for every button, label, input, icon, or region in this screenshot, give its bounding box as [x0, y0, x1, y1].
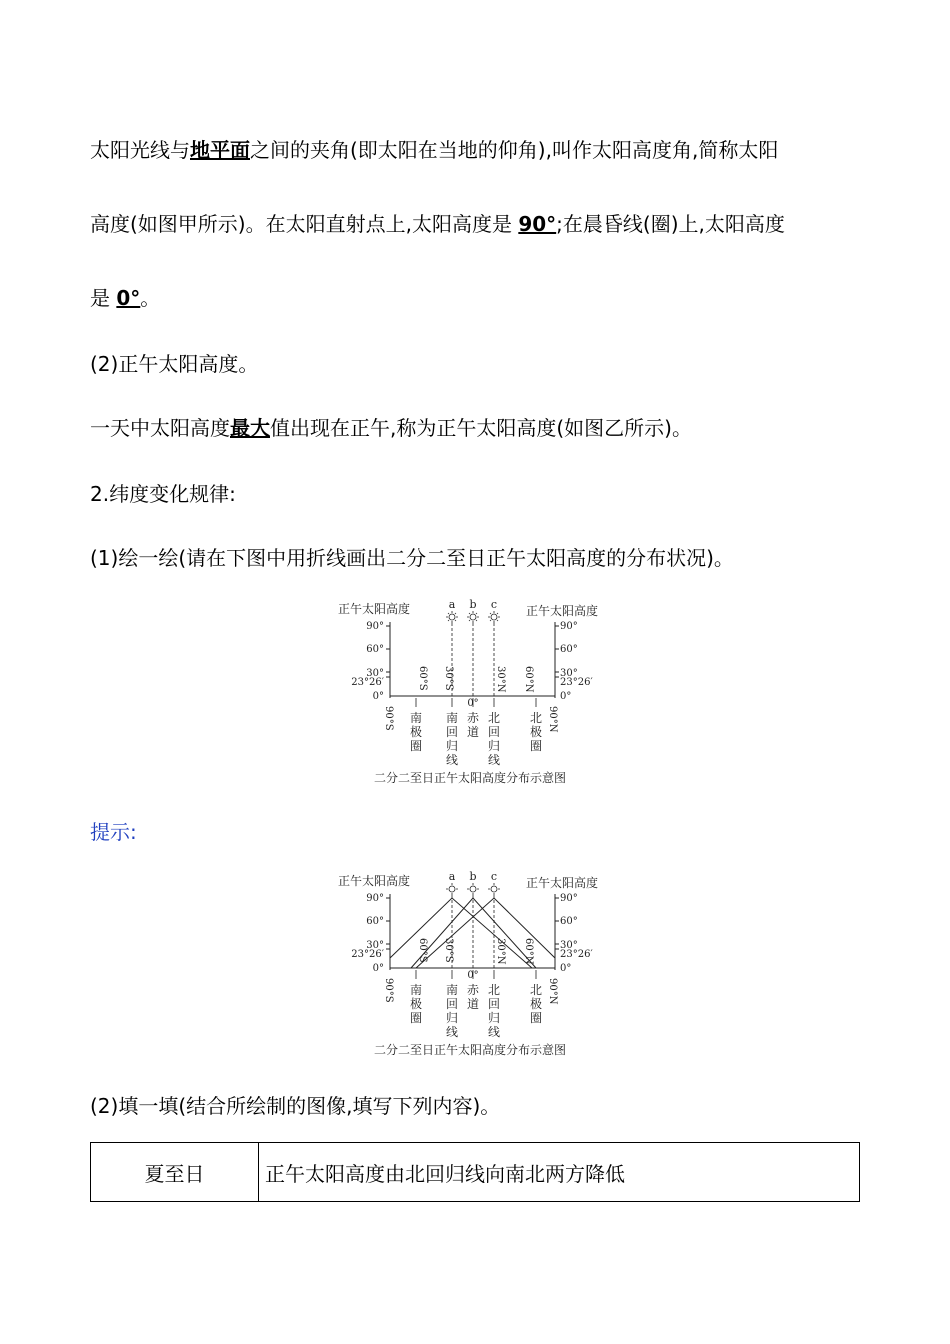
zone-label-arctic-circle: 北极圈 — [529, 711, 543, 753]
svg-text:正午太阳高度: 正午太阳高度 — [526, 876, 599, 890]
answer-horizontal-plane: 地平面 — [190, 138, 250, 162]
sun-label-b: b — [469, 598, 477, 611]
svg-text:60°: 60° — [366, 916, 384, 927]
hint-label: 提示: — [90, 820, 137, 844]
answer-0-degrees: 0° — [116, 286, 141, 310]
summary-table — [90, 1142, 860, 1202]
paragraph-solar-altitude-line2: 高度(如图甲所示)。在太阳直射点上,太阳高度是 90°;在晨昏线(圈)上,太阳高度 — [90, 212, 785, 236]
svg-text:30°: 30° — [366, 668, 384, 679]
svg-text:90°: 90° — [366, 893, 384, 904]
section-noon-altitude-title: (2)正午太阳高度。 — [90, 352, 259, 376]
table-row — [91, 1143, 860, 1202]
svg-text:30°N: 30°N — [495, 938, 506, 965]
zone-label-antarctic-circle: 南极圈 — [409, 711, 423, 753]
svg-text:23°26′: 23°26′ — [351, 949, 384, 960]
svg-text:60°: 60° — [560, 644, 578, 655]
svg-text:90°N: 90°N — [547, 978, 558, 1005]
diagram-blank — [320, 594, 630, 794]
svg-text:60°N: 60°N — [523, 666, 534, 693]
diagram-answer — [320, 866, 630, 1066]
sun-icon — [467, 611, 479, 623]
svg-text:60°S: 60°S — [417, 938, 428, 963]
svg-text:60°S: 60°S — [417, 666, 428, 691]
sun-label-c: c — [490, 598, 498, 611]
svg-text:a: a — [448, 870, 456, 883]
svg-text:南极圈: 南极圈 — [409, 983, 423, 1025]
svg-text:23°26′: 23°26′ — [560, 949, 593, 960]
sun-icon — [488, 883, 500, 895]
svg-text:0°: 0° — [560, 963, 572, 974]
answer-90-degrees: 90° — [518, 212, 557, 236]
zone-label-tropic-capricorn: 南回归线 — [445, 711, 459, 767]
sun-icon — [467, 883, 479, 895]
svg-text:90°N: 90°N — [547, 706, 558, 733]
figure-blank — [320, 594, 630, 794]
svg-text:正午太阳高度: 正午太阳高度 — [338, 874, 411, 888]
svg-text:南回归线: 南回归线 — [445, 983, 459, 1039]
sun-icon — [446, 611, 458, 623]
svg-text:90°: 90° — [560, 893, 578, 904]
svg-text:90°S: 90°S — [383, 978, 394, 1003]
svg-text:30°: 30° — [366, 940, 384, 951]
axis-title-right: 正午太阳高度 — [526, 604, 599, 618]
figure-caption: 二分二至日正午太阳高度分布示意图 — [373, 771, 567, 785]
section-latitude-pattern: 2.纬度变化规律: — [90, 482, 236, 506]
axis-title-left: 正午太阳高度 — [338, 602, 411, 616]
zone-label-equator: 赤道 — [466, 711, 480, 739]
svg-text:90°S: 90°S — [383, 706, 394, 731]
svg-text:0°: 0° — [467, 970, 479, 981]
svg-text:0°: 0° — [467, 698, 479, 709]
task-draw-instruction: (1)绘一绘(请在下图中用折线画出二分二至日正午太阳高度的分布状况)。 — [90, 546, 734, 570]
svg-text:30°S: 30°S — [443, 938, 454, 963]
svg-text:23°26′: 23°26′ — [560, 677, 593, 688]
svg-text:30°: 30° — [560, 940, 578, 951]
svg-text:赤道: 赤道 — [466, 983, 480, 1011]
svg-text:北极圈: 北极圈 — [529, 983, 543, 1025]
zone-label-tropic-cancer: 北回归线 — [487, 711, 501, 767]
svg-text:b: b — [469, 870, 477, 883]
svg-text:二分二至日正午太阳高度分布示意图: 二分二至日正午太阳高度分布示意图 — [373, 1043, 567, 1057]
svg-text:60°: 60° — [560, 916, 578, 927]
table-cell-desc: 正午太阳高度由北回归线向南北两方降低 — [259, 1143, 860, 1202]
paragraph-noon-altitude: 一天中太阳高度最大值出现在正午,称为正午太阳高度(如图乙所示)。 — [90, 416, 692, 440]
paragraph-solar-altitude-line3: 是 0°。 — [90, 286, 161, 310]
svg-text:60°: 60° — [366, 644, 384, 655]
svg-text:北回归线: 北回归线 — [487, 983, 501, 1039]
task-fill-instruction: (2)填一填(结合所绘制的图像,填写下列内容)。 — [90, 1094, 501, 1118]
svg-text:30°: 30° — [560, 668, 578, 679]
svg-text:30°N: 30°N — [495, 666, 506, 693]
svg-text:0°: 0° — [372, 963, 384, 974]
svg-text:0°: 0° — [560, 691, 572, 702]
svg-text:60°N: 60°N — [523, 938, 534, 965]
sun-icon — [446, 883, 458, 895]
svg-text:0°: 0° — [372, 691, 384, 702]
paragraph-solar-altitude-line1: 太阳光线与地平面之间的夹角(即太阳在当地的仰角),叫作太阳高度角,简称太阳 — [90, 138, 779, 162]
answer-maximum: 最大 — [230, 416, 270, 440]
svg-text:90°: 90° — [366, 621, 384, 632]
svg-text:30°S: 30°S — [443, 666, 454, 691]
svg-text:90°: 90° — [560, 621, 578, 632]
sun-icon — [488, 611, 500, 623]
svg-text:23°26′: 23°26′ — [351, 677, 384, 688]
figure-answer — [320, 866, 630, 1066]
table-cell-term: 夏至日 — [91, 1143, 259, 1202]
svg-text:c: c — [490, 870, 498, 883]
sun-label-a: a — [448, 598, 456, 611]
